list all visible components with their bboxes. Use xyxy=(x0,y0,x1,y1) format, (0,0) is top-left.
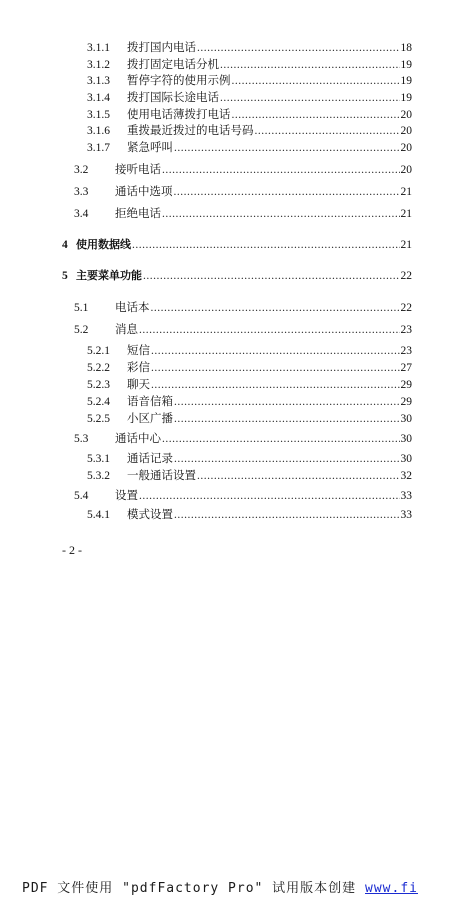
toc-entry-title: 聊天 xyxy=(127,379,150,391)
toc-entry-page: 32 xyxy=(400,470,412,482)
toc-entry-number: 5.2.3 xyxy=(87,379,110,391)
toc-entry-page: 18 xyxy=(400,42,412,54)
toc-entry-title: 通话中心 xyxy=(115,433,161,445)
toc-entry-page: 29 xyxy=(400,379,412,391)
toc-entry[interactable] xyxy=(74,432,412,446)
toc-dot-leader xyxy=(255,124,400,138)
toc-entry[interactable] xyxy=(87,41,412,55)
toc-entry-title: 使用电话薄拨打电话 xyxy=(127,109,231,121)
toc-dot-leader xyxy=(197,469,400,483)
toc-dot-leader xyxy=(174,185,400,199)
toc-entry-number: 5 xyxy=(62,270,68,282)
toc-dot-leader xyxy=(174,508,400,522)
toc-entry-title: 一般通话设置 xyxy=(127,470,196,482)
toc-entry[interactable] xyxy=(87,124,412,138)
toc-entry-number: 3.4 xyxy=(74,208,89,220)
toc-dot-leader xyxy=(174,412,400,426)
toc-dot-leader xyxy=(143,269,400,283)
toc-entry-title: 暂停字符的使用示例 xyxy=(127,75,231,87)
pdf-footer xyxy=(22,877,418,896)
toc-entry-page: 30 xyxy=(400,453,412,465)
toc-entry-number: 3.1.3 xyxy=(87,75,110,87)
toc-dot-leader xyxy=(220,91,400,105)
toc-entry-title: 拨打固定电话分机 xyxy=(127,59,219,71)
toc-entry-title: 短信 xyxy=(127,345,150,357)
toc-entry-number: 3.1.1 xyxy=(87,42,110,54)
toc-entry-page: 29 xyxy=(400,396,412,408)
toc-entry-title: 接听电话 xyxy=(115,164,161,176)
toc-entry[interactable] xyxy=(62,269,412,283)
toc-entry-page: 30 xyxy=(400,413,412,425)
toc-entry-title: 彩信 xyxy=(127,362,150,374)
toc-entry[interactable] xyxy=(87,141,412,155)
toc-entry[interactable] xyxy=(87,469,412,483)
footer-link[interactable]: www.fi xyxy=(365,881,418,896)
toc-entry[interactable] xyxy=(87,508,412,522)
toc-dot-leader xyxy=(139,489,400,503)
toc-entry[interactable] xyxy=(87,91,412,105)
toc-dot-leader xyxy=(151,301,400,315)
toc-entry-number: 5.2 xyxy=(74,324,89,336)
toc-entry-page: 20 xyxy=(400,142,412,154)
toc-entry-page: 20 xyxy=(400,109,412,121)
toc-entry[interactable] xyxy=(87,378,412,392)
toc-entry-number: 3.2 xyxy=(74,164,89,176)
toc-entry-title: 使用数据线 xyxy=(76,238,131,251)
toc-entry[interactable] xyxy=(87,344,412,358)
toc-entry[interactable] xyxy=(62,238,412,252)
toc-entry-number: 5.3 xyxy=(74,433,89,445)
toc-entry-page: 22 xyxy=(400,302,412,314)
page-number: - 2 - xyxy=(62,543,82,557)
toc-entry-title: 小区广播 xyxy=(127,413,173,425)
toc-entry[interactable] xyxy=(87,412,412,426)
toc-entry-page: 21 xyxy=(400,239,412,251)
toc-entry-title: 设置 xyxy=(115,490,138,502)
toc-entry-title: 模式设置 xyxy=(127,509,173,521)
toc-entry[interactable] xyxy=(74,207,412,221)
toc-entry-page: 19 xyxy=(400,59,412,71)
toc-dot-leader xyxy=(151,378,400,392)
toc-entry-number: 4 xyxy=(62,239,68,251)
toc-entry[interactable] xyxy=(74,163,412,177)
toc-dot-leader xyxy=(197,41,400,55)
toc-dot-leader xyxy=(162,163,400,177)
toc-entry[interactable] xyxy=(87,395,412,409)
toc-entry-page: 23 xyxy=(400,324,412,336)
toc-entry-title: 拨打国内电话 xyxy=(127,42,196,54)
toc-entry-number: 5.2.4 xyxy=(87,396,110,408)
toc-dot-leader xyxy=(232,74,400,88)
toc-entry-number: 5.2.5 xyxy=(87,413,110,425)
toc-dot-leader xyxy=(162,432,400,446)
toc-entry-page: 33 xyxy=(400,509,412,521)
toc-dot-leader xyxy=(151,344,400,358)
toc-entry-number: 3.1.6 xyxy=(87,125,110,137)
toc-entry-title: 语音信箱 xyxy=(127,396,173,408)
toc-entry-number: 3.3 xyxy=(74,186,89,198)
toc-entry-number: 5.1 xyxy=(74,302,89,314)
toc-dot-leader xyxy=(220,58,400,72)
toc-entry-page: 30 xyxy=(400,433,412,445)
toc-entry-title: 消息 xyxy=(115,324,138,336)
toc-entry-title: 主要菜单功能 xyxy=(76,269,142,282)
toc-entry-title: 拨打国际长途电话 xyxy=(127,92,219,104)
toc-entry[interactable] xyxy=(74,301,412,315)
toc-entry-number: 5.3.2 xyxy=(87,470,110,482)
toc-entry-page: 19 xyxy=(400,75,412,87)
toc-entry-title: 紧急呼叫 xyxy=(127,142,173,154)
toc-entry[interactable] xyxy=(87,361,412,375)
toc-entry-number: 5.4.1 xyxy=(87,509,110,521)
toc-entry[interactable] xyxy=(74,323,412,337)
toc-entry-number: 5.2.2 xyxy=(87,362,110,374)
toc-entry-title: 电话本 xyxy=(115,302,150,314)
toc-dot-leader xyxy=(162,207,400,221)
footer-text: PDF 文件使用 "pdfFactory Pro" 试用版本创建 xyxy=(22,881,366,896)
toc-dot-leader xyxy=(174,141,400,155)
toc-entry[interactable] xyxy=(87,452,412,466)
toc-dot-leader xyxy=(232,108,400,122)
toc-entry-page: 19 xyxy=(400,92,412,104)
toc-entry-number: 3.1.4 xyxy=(87,92,110,104)
toc-entry-number: 5.3.1 xyxy=(87,453,110,465)
toc-entry-title: 拒绝电话 xyxy=(115,208,161,220)
toc-dot-leader xyxy=(174,452,400,466)
toc-entry-title: 通话中选项 xyxy=(115,186,173,198)
toc-entry[interactable] xyxy=(87,74,412,88)
toc-entry[interactable] xyxy=(87,108,412,122)
toc-entry-page: 22 xyxy=(400,270,412,282)
toc-entry-number: 3.1.5 xyxy=(87,109,110,121)
toc-dot-leader xyxy=(139,323,400,337)
toc-entry-page: 23 xyxy=(400,345,412,357)
toc-entry-page: 20 xyxy=(400,164,412,176)
toc-entry-page: 33 xyxy=(400,490,412,502)
toc-entry-number: 5.2.1 xyxy=(87,345,110,357)
toc-entry-page: 27 xyxy=(400,362,412,374)
toc-entry[interactable] xyxy=(74,489,412,503)
toc-entry[interactable] xyxy=(87,58,412,72)
toc-entry-page: 21 xyxy=(400,208,412,220)
toc-dot-leader xyxy=(151,361,400,375)
toc-entry-title: 重拨最近拨过的电话号码 xyxy=(127,125,254,137)
toc-dot-leader xyxy=(132,238,400,252)
toc-entry-number: 3.1.2 xyxy=(87,59,110,71)
toc-entry-number: 5.4 xyxy=(74,490,89,502)
toc-entry[interactable] xyxy=(74,185,412,199)
toc-entry-page: 20 xyxy=(400,125,412,137)
toc-entry-number: 3.1.7 xyxy=(87,142,110,154)
toc-entry-title: 通话记录 xyxy=(127,453,173,465)
toc-dot-leader xyxy=(174,395,400,409)
toc-entry-page: 21 xyxy=(400,186,412,198)
